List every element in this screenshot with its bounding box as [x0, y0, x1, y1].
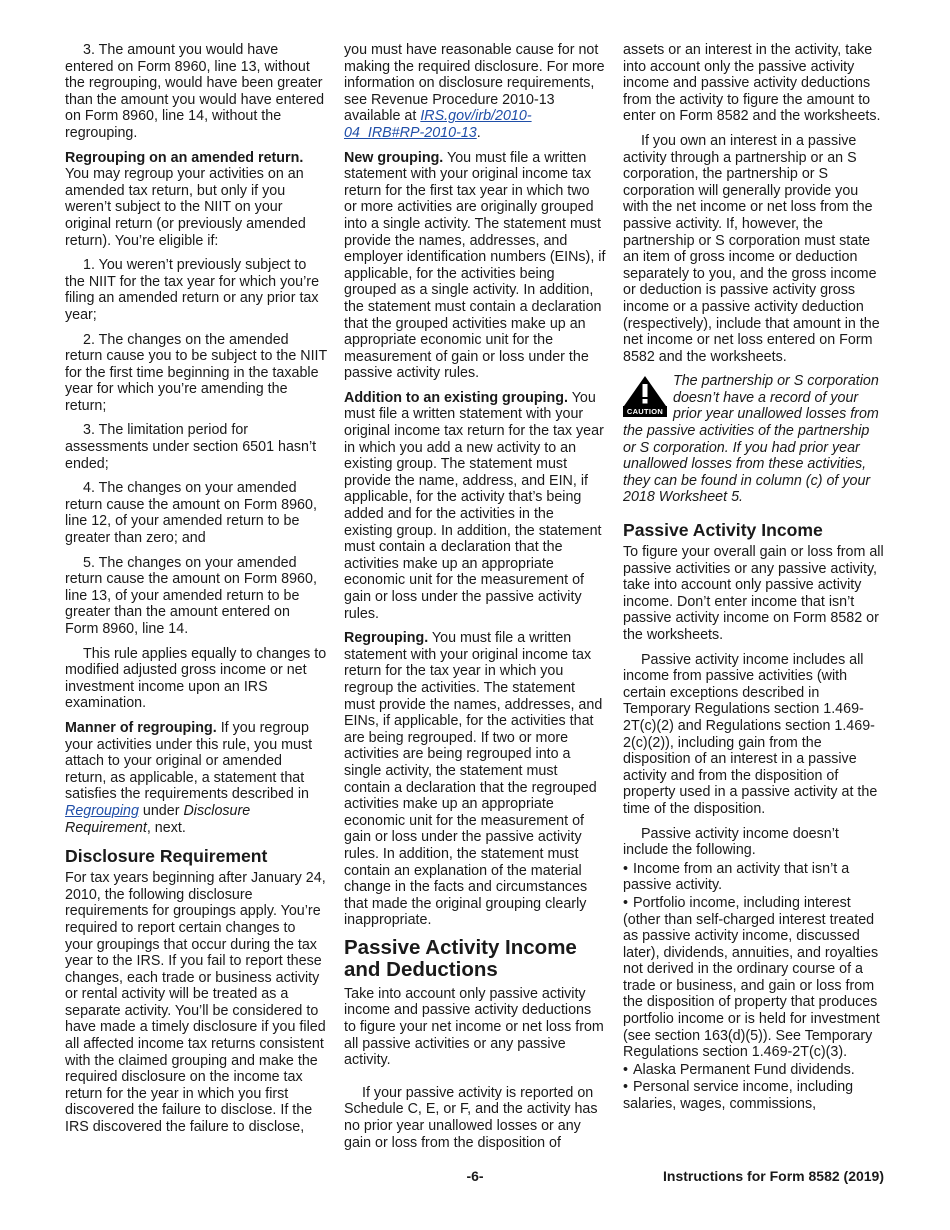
- list-item: • Personal service income, including salaries, wages, commissions,: [623, 1079, 885, 1112]
- column-1: [65, 42, 327, 1144]
- addition-grouping-heading: Addition to an existing grouping.: [344, 389, 568, 406]
- eligibility-item-1: 1. You weren’t previously subject to the NIIT for the tax year for which you’re filing an amended return or any prior tax year;: [65, 257, 320, 323]
- caution-text: The partnership or S corporation doesn’t have a record of your prior year unallowed losses from the passive activities of the partnership or S corporation. If you had prior year unallowed losses from these activities, they can be found in column (c) of your 2018 Worksheet 5.: [623, 373, 879, 506]
- column3-continued-paragraph: assets or an interest in the activity, take into account only the passive activity income and passive activity deductions from the activity to figure the amount to enter on Form 8582 and the worksheets.: [623, 42, 881, 125]
- irs-revenue-procedure-link[interactable]: IRS.gov/irb/2010-04_IRB#RP-2010-13: [344, 108, 532, 141]
- eligibility-item-4: 4. The changes on your amended return cause the amount on Form 8960, line 12, of your amended return to be greater than zero; and: [65, 480, 317, 547]
- passive-activity-income-heading: Passive Activity Income: [623, 520, 823, 541]
- regrouping-link[interactable]: Regrouping: [65, 802, 139, 819]
- amended-return-heading: Regrouping on an amended return.: [65, 149, 304, 166]
- page-number: -6-: [466, 1168, 484, 1184]
- manner-of-regrouping-heading: Manner of regrouping.: [65, 719, 217, 736]
- warning-triangle-icon: [623, 375, 667, 407]
- new-grouping-text: You must file a written statement with your original income tax return for the first tax year in which two or more activities are originally grouped into a single activity. The statement must provide the names, addresses, and employer identification numbers (EINs), if applicable, for the activities being grouped as a single activity. In addition, the statement must contain a declaration that the grouped activities make up an appropriate economic unit for the measurement of gain or loss under the passive activity rules.: [344, 149, 606, 382]
- caution-note: [623, 373, 885, 506]
- manner-of-regrouping-paragraph: [65, 720, 327, 836]
- condition-3-paragraph: 3. The amount you would have entered on Form 8960, line 13, without the regrouping, would have been greater than the amount you would have entered on Form 8960, line 14, without the regrouping.: [65, 42, 325, 141]
- list-item: • Portfolio income, including interest (other than self-charged interest treated as passive activity income, discussed later), dividends, annuities, and royalties not derived in the ordinary course of a trade or business, and gain or loss from the disposition of property that produces portfolio income or is held for investment (see section 163(d)(5)). See Temporary Regulations section 1.469-2T(c)(3).: [623, 895, 885, 1061]
- disclosure-continued-text: you must have reasonable cause for not making the required disclosure. For more information on disclosure requirements, see Revenue Procedure 2010-13 available at: [344, 42, 605, 125]
- addition-grouping-paragraph: [344, 390, 606, 622]
- addition-grouping-text: You must file a written statement with your original income tax return for the tax year in which you add a new activity to an existing group. The statement must provide the name, address, and EIN, if applicable, for the activity that’s being added and for the activities in the existing group. In addition, the statement must contain a declaration that the activities make up an appropriate economic unit for the measurement of gain or loss under the passive activity rules.: [344, 389, 604, 622]
- disclosure-continued-paragraph: [344, 42, 606, 142]
- disclosure-requirement-paragraph: For tax years beginning after January 24, 2010, the following disclosure requirements for groupings apply. You’re required to report certain changes to your groupings that occur during the tax year to the IRS. If you fail to report these changes, each trade or business activity or rental activity will be treated as a separate activity. You’ll be considered to have made a timely disclosure if you filed all affected income tax returns consistent with the claimed grouping and make the required disclosure on the income tax return for the year in which you first discovered the failure to disclose. If the IRS discovered the failure to disclose,: [65, 870, 326, 1136]
- passive-income-deductions-heading: Passive Activity Income and Deductions: [344, 935, 577, 982]
- passive-income-excludes-paragraph: Passive activity income doesn’t include the following.: [623, 825, 839, 859]
- manner-end: , next.: [146, 819, 186, 836]
- list-item: • Alaska Permanent Fund dividends.: [623, 1062, 885, 1079]
- manner-under: under: [142, 802, 180, 819]
- column-2: [344, 42, 606, 1159]
- footer-title: Instructions for Form 8582 (2019): [663, 1168, 884, 1184]
- amended-return-paragraph: [65, 150, 327, 250]
- caution-icon: [623, 375, 667, 419]
- disclosure-requirement-heading: Disclosure Requirement: [65, 846, 268, 867]
- passive-income-includes-paragraph: Passive activity income includes all income from passive activities (with certain exceptions described in Temporary Regulations section 1.469-2T(c)(2) and Regulations section 1.469-2(c)(2)), including gain from the disposition of an interest in a passive activity and from the disposition of property used in a passive activity at the time of the disposition.: [623, 651, 878, 817]
- regrouping-text: You must file a written statement with your original income tax return for the tax year in which you regroup the activities. The statement must provide the names, addresses, and EINs, if applicable, for the activities that are being regrouped. If two or more activities are being regrouped into a single activity, the statement must contain a declaration that the regrouped activities make up an appropriate economic unit for the measurement of gain or loss under the passive activity rules. In addition, the statement must contain an explanation of the material change in the facts and circumstances that made the original grouping clearly inappropriate.: [344, 630, 603, 929]
- column-3: [623, 42, 885, 1114]
- eligibility-item-2: 2. The changes on the amended return cause you to be subject to the NIIT for the first time beginning in the taxable year for which you’re amending the return;: [65, 331, 327, 414]
- new-grouping-heading: New grouping.: [344, 149, 444, 166]
- caution-label: CAUTION: [623, 406, 667, 417]
- new-grouping-paragraph: [344, 150, 606, 382]
- manner-text: If you regroup your activities under this rule, you must attach to your original or amended return, as applicable, a statement that satisfies the requirements described in: [65, 719, 313, 803]
- eligibility-item-3: 3. The limitation period for assessments under section 6501 hasn’t ended;: [65, 422, 317, 472]
- amended-return-text: You may regroup your activities on an amended tax return, but only if you weren’t subject to the NIIT on your original return (or previously amended return). You’re eligible if:: [65, 166, 306, 249]
- rule-applies-paragraph: This rule applies equally to changes to modified adjusted gross income or net investment income upon an IRS examination.: [65, 645, 327, 712]
- passive-income-paragraph: To figure your overall gain or loss from all passive activities or any passive activity, take into account only passive activity income. Don’t enter income that isn’t passive activity income on Form 8582 or the worksheets.: [623, 544, 884, 643]
- eligibility-item-5: 5. The changes on your amended return cause the amount on Form 8960, line 13, of your amended return to be greater than the amount entered on Form 8960, line 14.: [65, 554, 317, 637]
- disclosure-requirement-ref: Disclosure Requirement: [65, 802, 251, 836]
- regrouping-paragraph: [344, 630, 606, 929]
- partnership-paragraph: If you own an interest in a passive activity through a partnership or an S corporation, the partnership or S corporation will generally provide you with the net income or net loss from the passive activity. If, however, the partnership or S corporation must state an item of gross income or deduction separately to you, and the gross income or deduction is passive activity gross income or a passive activity deduction (respectively), include that amount in the net income or net loss entered on Form 8582 and the worksheets.: [623, 132, 880, 365]
- list-item: • Income from an activity that isn’t a passive activity.: [623, 861, 885, 894]
- regrouping-heading: Regrouping.: [344, 630, 429, 647]
- passive-income-deductions-paragraph: Take into account only passive activity income and passive activity deductions to figure your net income or net loss from all passive activities or any passive activity.: [344, 985, 604, 1069]
- disclosure-continued-end: .: [476, 124, 481, 141]
- schedule-paragraph: If your passive activity is reported on Schedule C, E, or F, and the activity has no prior year unallowed losses or any gain or loss from the disposition of: [344, 1084, 598, 1151]
